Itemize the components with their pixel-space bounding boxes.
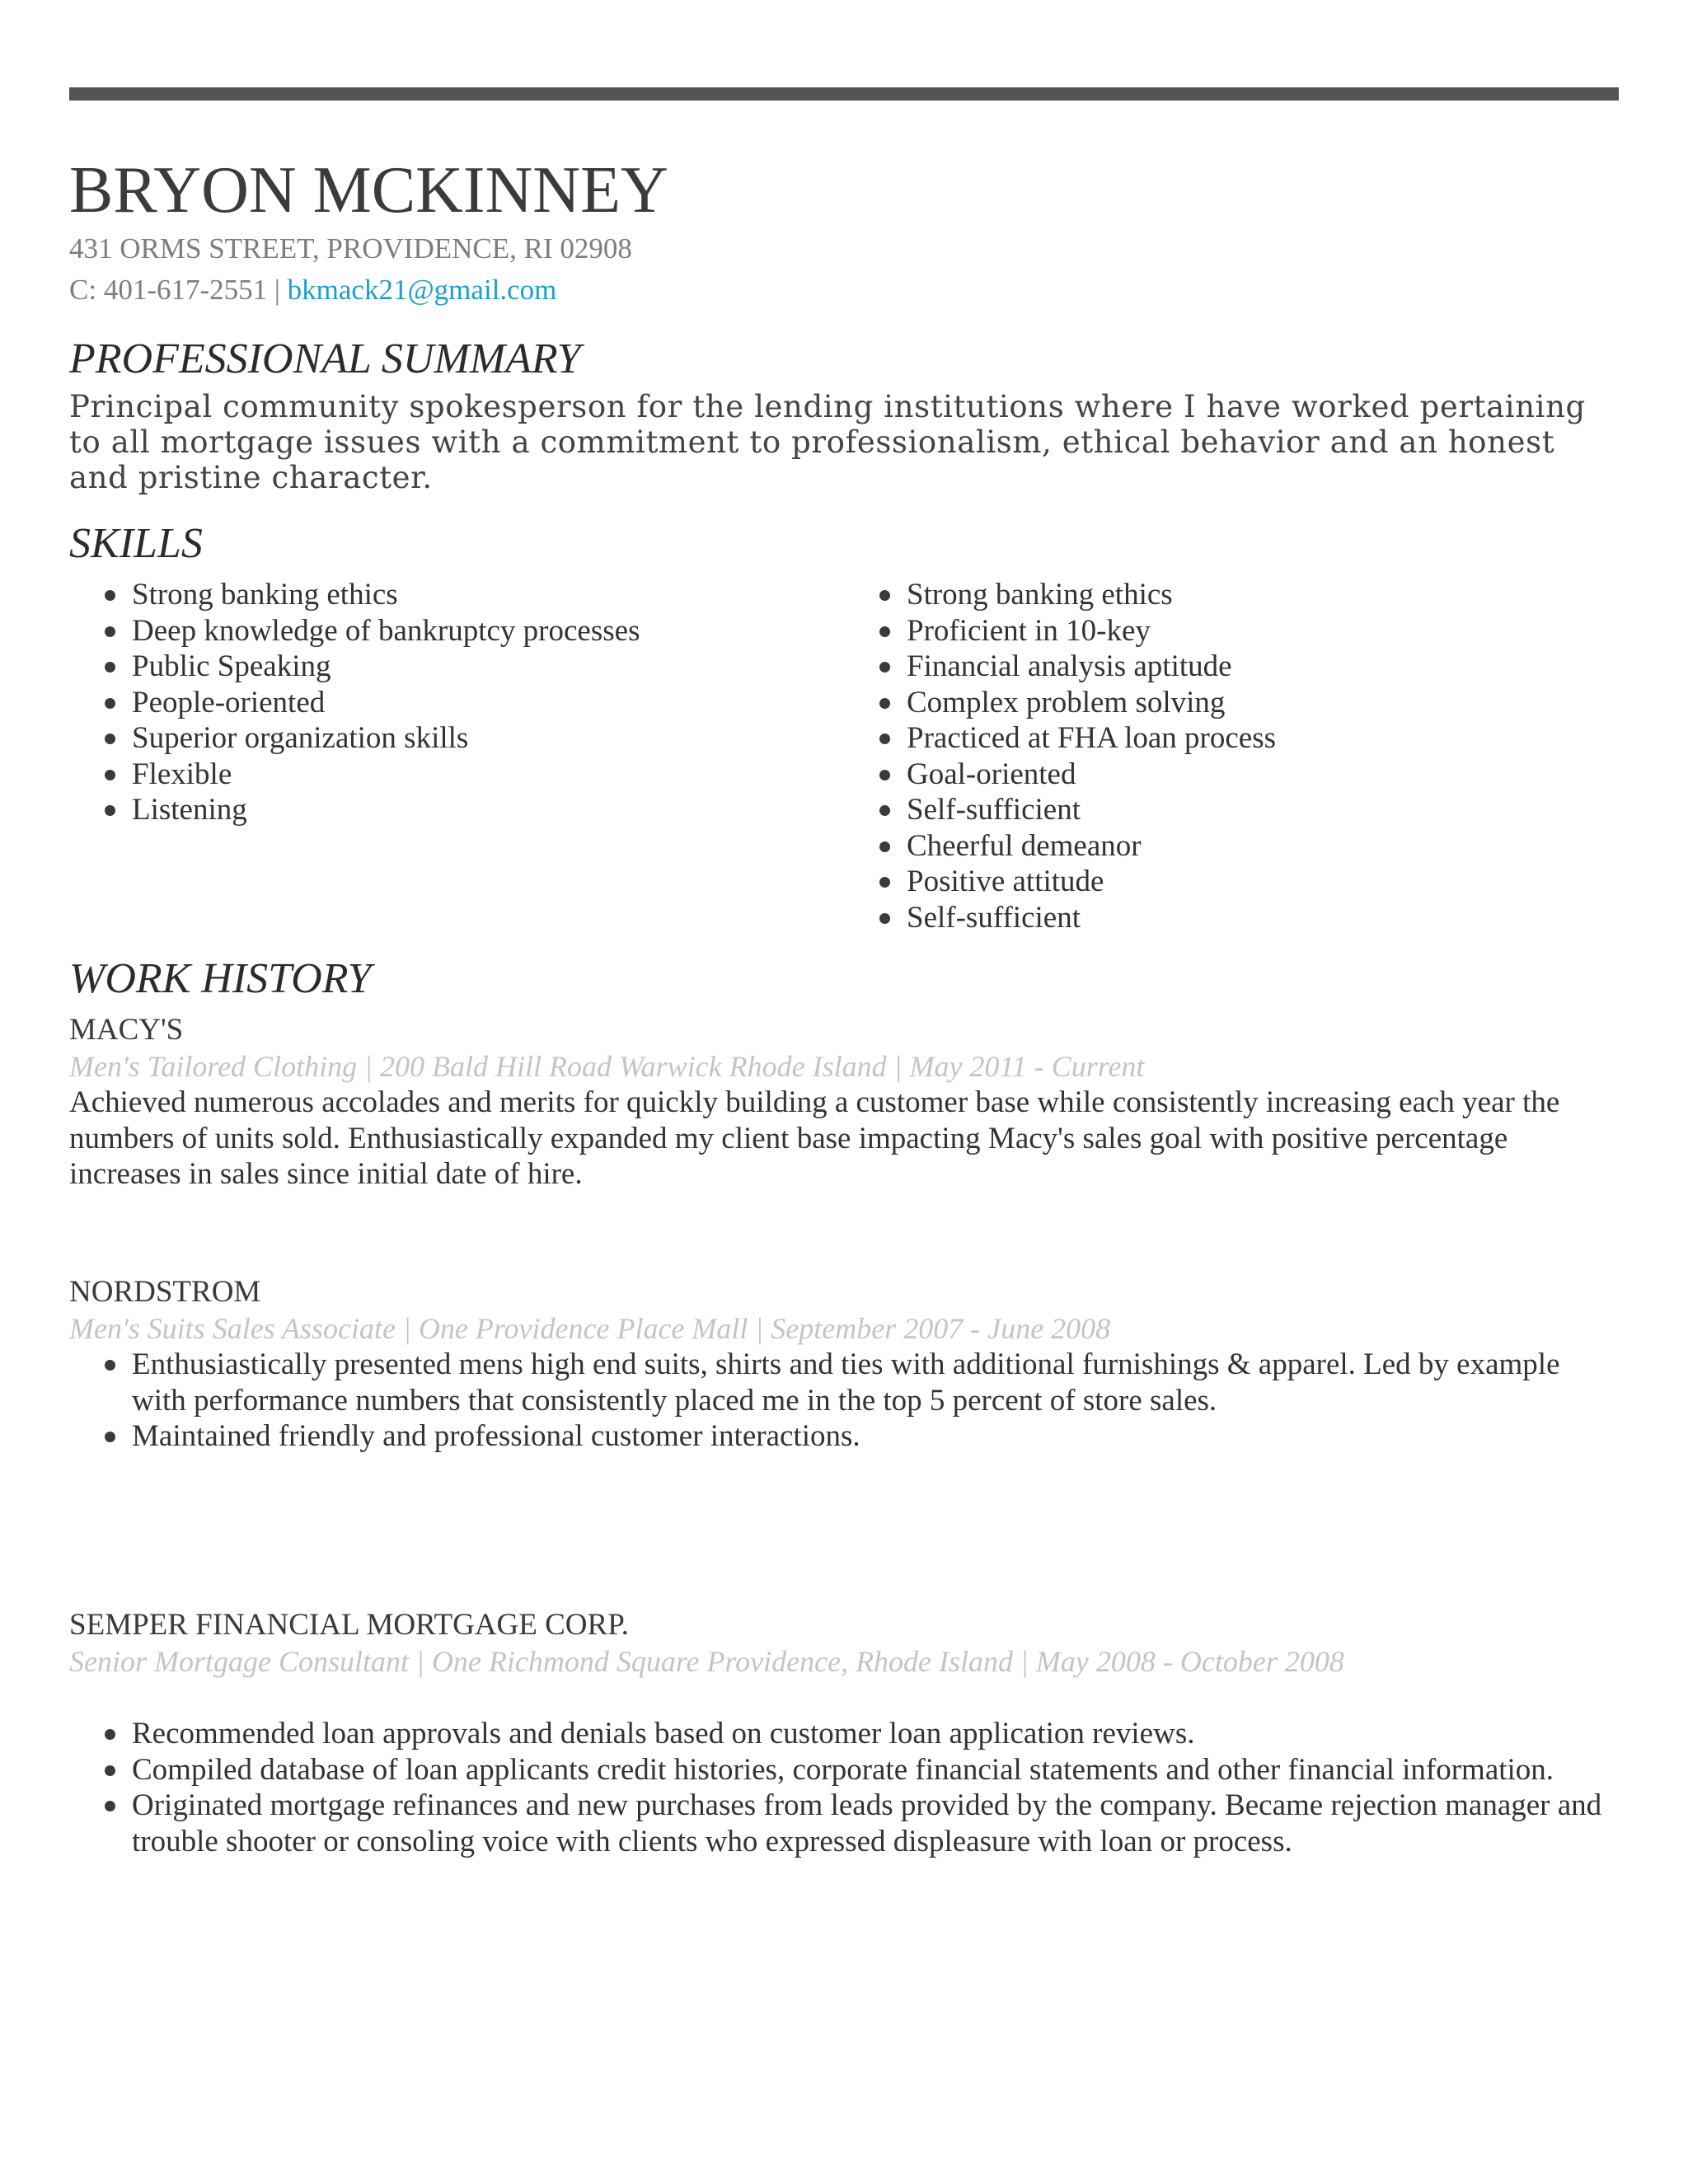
job-company: SEMPER FINANCIAL MORTGAGE CORP. [69,1608,629,1642]
skill-item: Self-sufficient [844,900,1276,936]
skill-item: Self-sufficient [844,792,1276,828]
contact-separator: | [267,274,288,306]
job-bullet: Originated mortgage refinances and new purchases from leads provided by the company. Became rejection manager and trouble shooter or consoling voice with clients who expressed displeasure with loan or process. [69,1788,1619,1859]
skill-item: Financial analysis aptitude [844,649,1276,685]
summary-text: Principal community spokesperson for the lending institutions where I have worked pertaining to all mortgage issues with a commitment to professionalism, ethical behavior and an honest and pristine character. [69,389,1586,495]
work-history-heading: WORK HISTORY [69,955,372,1002]
skills-heading: SKILLS [69,520,203,567]
contact-line [69,272,556,308]
job-meta: Men's Suits Sales Associate | One Providence Place Mall | September 2007 - June 2008 [69,1312,1111,1345]
job-bullet: Maintained friendly and professional customer interactions. [69,1418,1619,1455]
skill-item: Strong banking ethics [69,577,640,613]
skill-item: Deep knowledge of bankruptcy processes [69,613,640,649]
skill-item: Superior organization skills [69,720,640,757]
top-divider [69,87,1619,101]
skill-item: Listening [69,792,640,828]
candidate-name: BRYON MCKINNEY [69,154,668,227]
skill-item: Complex problem solving [844,685,1276,721]
skill-item: Strong banking ethics [844,577,1276,613]
job-bullet: Compiled database of loan applicants credit histories, corporate financial statements and other financial information. [69,1752,1619,1788]
skills-list-left [69,577,640,828]
job-company: MACY'S [69,1013,184,1047]
job-bullet: Recommended loan approvals and denials based on customer loan application reviews. [69,1716,1619,1752]
job-description: Achieved numerous accolades and merits for quickly building a customer base while consistently increasing each year the numbers of units sold. Enthusiastically expanded my client base impacting Macy's sales goal with positive percentage increases in sales since initial date of hire. [69,1085,1560,1191]
skill-item: Public Speaking [69,649,640,685]
job-company: NORDSTROM [69,1275,261,1309]
skill-item: Cheerful demeanor [844,828,1276,865]
job-bullets [69,1716,1619,1859]
phone: C: 401-617-2551 [69,274,268,306]
job-bullet: Enthusiastically presented mens high end suits, shirts and ties with additional furnishings & apparel. Led by example with performance numbers that consistently placed me in the top 5 percent of store sales. [69,1347,1619,1418]
skill-item: Proficient in 10-key [844,613,1276,649]
skill-item: People-oriented [69,685,640,721]
job-meta: Senior Mortgage Consultant | One Richmond Square Providence, Rhode Island | May 2008 - October 2008 [69,1645,1344,1678]
summary-heading: PROFESSIONAL SUMMARY [69,335,581,382]
skills-list-right [844,577,1276,935]
skill-item: Goal-oriented [844,757,1276,793]
email-link[interactable]: bkmack21@gmail.com [287,274,557,306]
job-meta: Men's Tailored Clothing | 200 Bald Hill Road Warwick Rhode Island | May 2011 - Current [69,1050,1145,1083]
job-bullets [69,1347,1619,1455]
skill-item: Positive attitude [844,864,1276,900]
skill-item: Practiced at FHA loan process [844,720,1276,757]
address: 431 ORMS STREET, PROVIDENCE, RI 02908 [69,232,632,265]
skill-item: Flexible [69,757,640,793]
